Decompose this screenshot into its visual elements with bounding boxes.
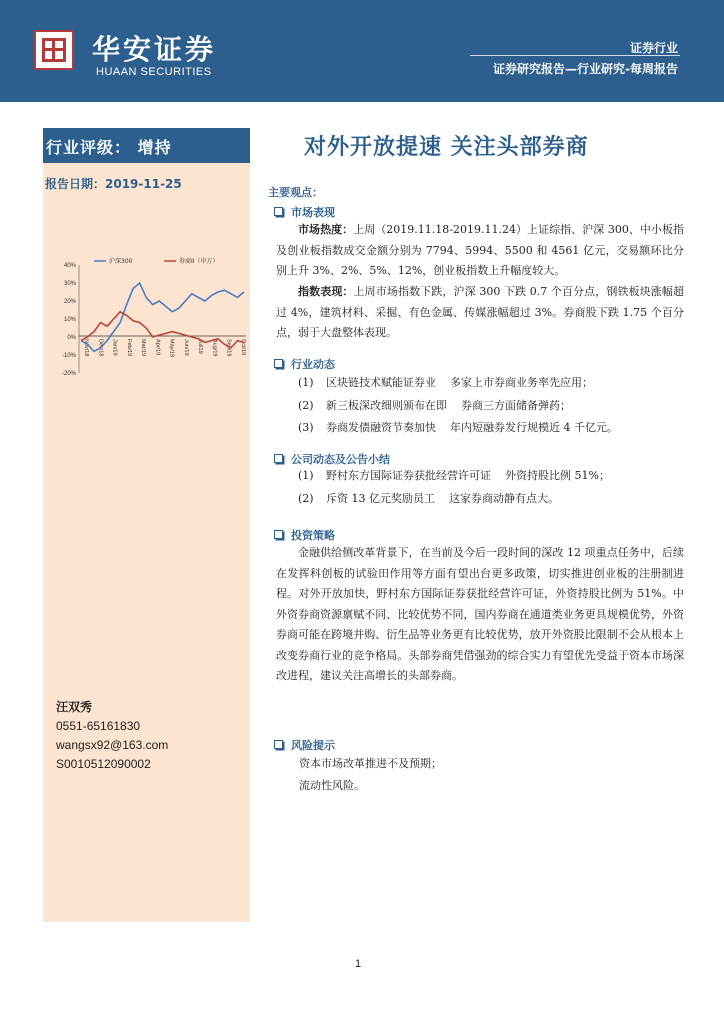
x-tick-label: Jun/19 (182, 339, 189, 356)
list-text-a: 券商发债融资节奏加快 (326, 421, 436, 434)
x-tick-label: Oct/19 (240, 339, 246, 356)
header-category: 证券行业 (629, 41, 678, 55)
checkbox-bullet-icon (274, 454, 283, 463)
header-divider (470, 55, 680, 56)
section-industry-title: 行业动态 (291, 358, 335, 371)
x-tick-label: Jul/19 (197, 339, 204, 354)
list-item: 资本市场改革推进不及预期； (299, 757, 442, 770)
x-tick-label: Dec/18 (97, 339, 104, 357)
market-heat-text: 上周（2019.11.18-2019.11.24）上证综指、沪深 300、中小板指及创业板指数成交金额分别为 7794、5994、5500 和 4561 亿元，交易额环比分别上升 3%、2%、5%、12%，创业板指数上升幅度较大。 (276, 223, 685, 277)
sidebar (43, 128, 250, 922)
section-market-title: 市场表现 (291, 206, 335, 219)
section-market-head (274, 204, 335, 220)
list-number: (1) (298, 376, 314, 389)
series-lines (81, 283, 244, 351)
risk-list (299, 753, 442, 797)
y-tick-label: 40% (63, 263, 76, 269)
x-tick-label: Feb/19 (125, 339, 132, 357)
y-tick-label: 0% (67, 335, 76, 341)
header-report-type: 证券研究报告—行业研究-每周报告 (493, 62, 678, 76)
x-tick-label: Aug/19 (211, 339, 218, 357)
y-tick-label: 20% (63, 299, 76, 305)
list-text-a: 新三板深改细则颁布在即 (326, 398, 447, 412)
list-text-b: 券商三方面储备弹药； (461, 398, 571, 412)
index-perf-text: 上周市场指数下跌，沪深 300 下跌 0.7 个百分点，钢铁板块涨幅超过 4%，建筑材料、采掘、有色金属、传媒涨幅超过 3%。券商股下跌 1.75 个百分点，弱于大盘整体表现。 (276, 285, 685, 339)
list-text-a: 区块链技术赋能证券业 (326, 376, 436, 389)
list-text-b: 这家券商动静有点大。 (449, 491, 559, 505)
analyst-phone: 0551-65161830 (56, 719, 141, 733)
chart-svg (54, 255, 249, 385)
analyst-info (56, 698, 168, 774)
analyst-email[interactable]: wangsx92@163.com (56, 738, 169, 752)
x-tick-label: Sep/19 (225, 339, 232, 357)
list-text-a: 斥资 13 亿元奖励员工 (326, 491, 435, 505)
list-number: (2) (298, 398, 314, 412)
y-tick-label: -10% (61, 353, 76, 359)
x-tick-label: Apr/19 (154, 339, 161, 356)
list-item (298, 465, 610, 488)
x-tick-label: Nov/18 (83, 339, 89, 357)
industry-rating: 行业评级： 增持 (43, 128, 250, 163)
list-item (298, 372, 618, 395)
checkbox-bullet-icon (274, 359, 283, 368)
list-text-b: 多家上市券商业务率先应用； (450, 376, 593, 389)
report-title: 对外开放提速 关注头部券商 (304, 135, 589, 160)
market-paragraph-1 (276, 220, 684, 282)
section-company-title: 公司动态及公告小结 (291, 453, 390, 466)
section-risk-title: 风险提示 (291, 739, 335, 752)
list-number: (3) (298, 421, 314, 434)
list-item (298, 417, 618, 440)
y-tick-label: 30% (63, 281, 76, 287)
x-tick-label: Jan/19 (111, 339, 118, 356)
list-number: (2) (298, 491, 314, 505)
analyst-name: 汪双秀 (56, 700, 93, 714)
list-item (298, 488, 610, 511)
y-tick-label: 10% (63, 317, 76, 323)
legend-label: 券商II（申万） (179, 258, 219, 265)
index-perf-label: 指数表现： (298, 285, 354, 298)
list-item (298, 395, 618, 418)
x-tick-label: May/19 (168, 339, 175, 358)
section-risk-head (274, 737, 335, 753)
company-list (298, 465, 610, 510)
industry-list (298, 372, 618, 440)
y-tick-label: -20% (61, 371, 76, 377)
logo-english: HUAAN SECURITIES (96, 66, 212, 78)
checkbox-bullet-icon (274, 207, 283, 216)
logo-chinese: 华安证券 (92, 33, 217, 66)
report-date: 报告日期：2019-11-25 (45, 177, 182, 191)
summary-label: 主要观点： (268, 186, 323, 199)
market-heat-label: 市场热度： (298, 223, 354, 236)
list-text-a: 野村东方国际证券获批经营许可证 (326, 469, 491, 482)
logo-seal-icon (34, 30, 74, 70)
checkbox-bullet-icon (274, 740, 283, 749)
list-item: 流动性风险。 (299, 779, 365, 792)
y-axis-labels (62, 263, 77, 377)
x-tick-label: Mar/19 (140, 339, 147, 357)
chart-legend (94, 257, 219, 265)
analyst-certificate: S0010512090002 (56, 757, 151, 771)
list-text-b: 外资持股比例 51%； (505, 469, 610, 482)
report-header (0, 0, 724, 102)
list-number: (1) (298, 469, 314, 482)
list-text-b: 年内短融券发行规模近 4 千亿元。 (450, 421, 618, 434)
page-number: 1 (355, 958, 362, 970)
market-paragraph-2 (276, 282, 684, 344)
performance-chart (54, 255, 249, 385)
section-industry-head (274, 356, 335, 372)
strategy-paragraph: 金融供给侧改革背景下，在当前及今后一段时间的深改 12 项重点任务中，后续在发挥科创板的试验田作用等方面有望出台更多政策，切实推进创业板的注册制进程。对外开放加快，野村东方国际证券获批经营许可证，外资持股比例为 51%。中外资券商资源禀赋不同、比较优势不同，国内券商在通道类业务更具规模优势，外资券商可能在跨境并购、衍生品等业务更有比较优势，放开外资股比限制不会从根本上改变券商行业的竞争格局。头部券商凭借强劲的综合实力有望优先受益于资本市场深改进程，建议关注高增长的头部券商。 (276, 546, 684, 682)
legend-label: 沪深300 (109, 258, 133, 265)
checkbox-bullet-icon (274, 530, 283, 539)
section-strategy-head (274, 527, 335, 543)
section-strategy-title: 投资策略 (291, 529, 335, 542)
